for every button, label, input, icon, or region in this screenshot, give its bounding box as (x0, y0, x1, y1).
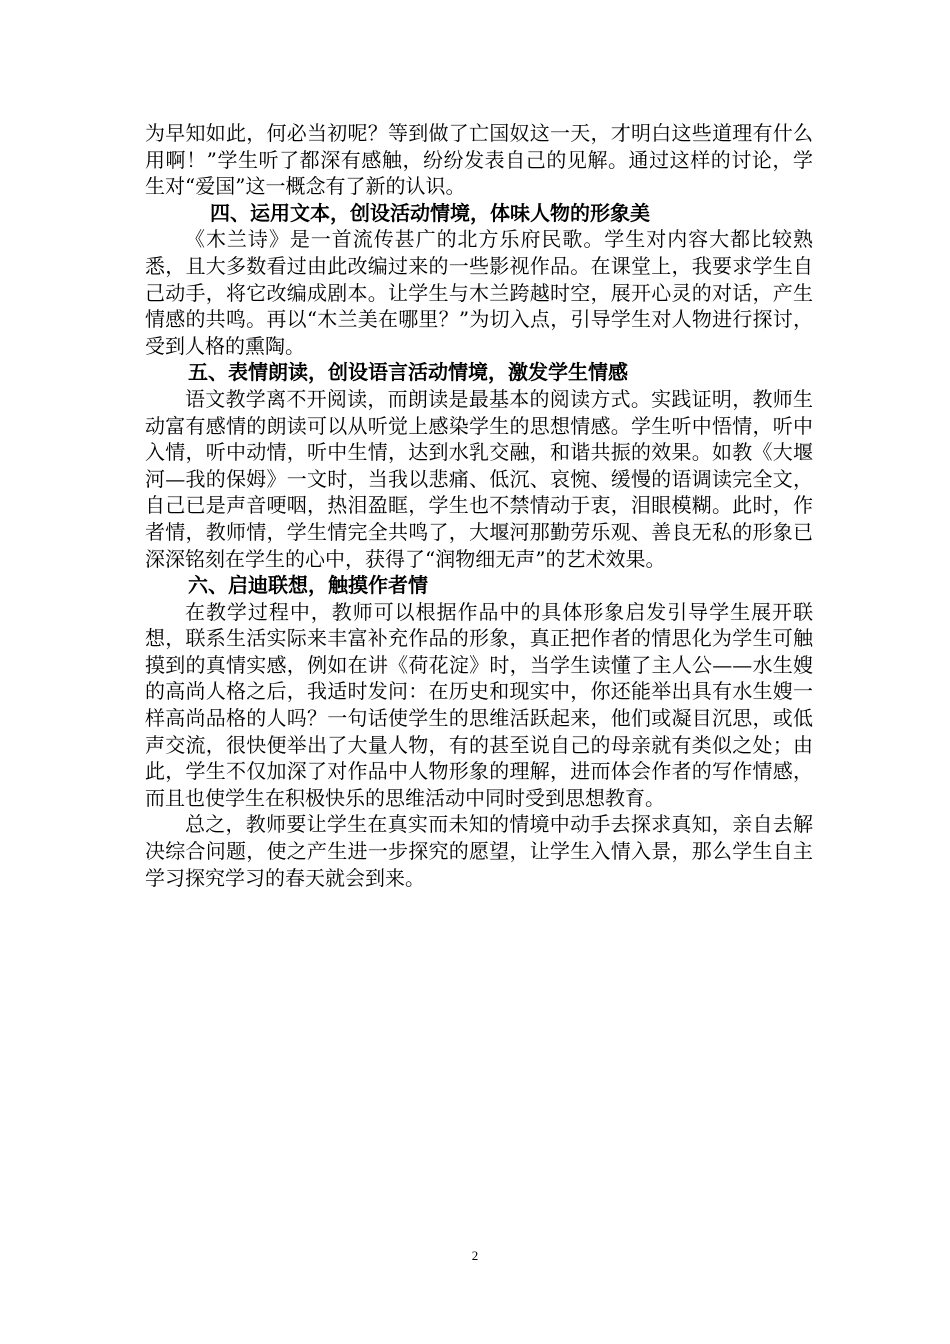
section-heading-6: 六、启迪联想，触摸作者情 (188, 573, 428, 598)
section-heading-4: 四、运用文本，创设活动情境，体味人物的形象美 (210, 200, 650, 225)
paragraph-association: 在教学过程中，教师可以根据作品中的具体形象启发引导学生展开联想，联系生活实际来丰富补充作品的形象，真正把作者的情思化为学生可触摸到的真情实感，例如在讲《荷花淀》时，当学生读懂了主人公——水生嫂的高尚人格之后，我适时发问：在历史和现实中，你还能举出具有水生嫂一样高尚品格的人吗？一句话使学生的思维活跃起来，他们或凝目沉思，或低声交流，很快便举出了大量人物，有的甚至说自己的母亲就有类似之处；由此，学生不仅加深了对作品中人物形象的理解，进而体会作者的写作情感，而且也使学生在积极快乐的思维活动中同时受到思想教育。 (145, 599, 813, 810)
page-number: 2 (471, 1248, 479, 1263)
paragraph-continuation: 为早知如此，何必当初呢？等到做了亡国奴这一天，才明白这些道理有什么用啊！”学生听了都深有感触，纷纷发表自己的见解。通过这样的讨论，学生对“爱国”这一概念有了新的认识。 (145, 121, 813, 199)
paragraph-reading: 语文教学离不开阅读，而朗读是最基本的阅读方式。实践证明，教师生动富有感情的朗读可以从听觉上感染学生的思想情感。学生听中悟情，听中入情，听中动情，听中生情，达到水乳交融，和谐共振的效果。如教《大堰河—我的保姆》一文时，当我以悲痛、低沉、哀惋、缓慢的语调读完全文，自己已是声音哽咽，热泪盈眶，学生也不禁情动于衷，泪眼模糊。此时，作者情，教师情，学生情完全共鸣了，大堰河那勤劳乐观、善良无私的形象已深深铭刻在学生的心中，获得了“润物细无声”的艺术效果。 (145, 386, 813, 571)
document-body (145, 120, 813, 891)
paragraph-mulan: 《木兰诗》是一首流传甚广的北方乐府民歌。学生对内容大都比较熟悉，且大多数看过由此改编过来的一些影视作品。在课堂上，我要求学生自己动手，将它改编成剧本。让学生与木兰跨越时空，展开心灵的对话，产生情感的共鸣。再以“木兰美在哪里？”为切入点，引导学生对人物进行探讨，受到人格的熏陶。 (145, 227, 813, 358)
section-heading-5: 五、表情朗读，创设语言活动情境，激发学生情感 (188, 360, 628, 385)
paragraph-conclusion: 总之，教师要让学生在真实而未知的情境中动手去探求真知，亲自去解决综合问题，使之产生进一步探究的愿望，让学生入情入景，那么学生自主学习探究学习的春天就会到来。 (145, 812, 813, 890)
